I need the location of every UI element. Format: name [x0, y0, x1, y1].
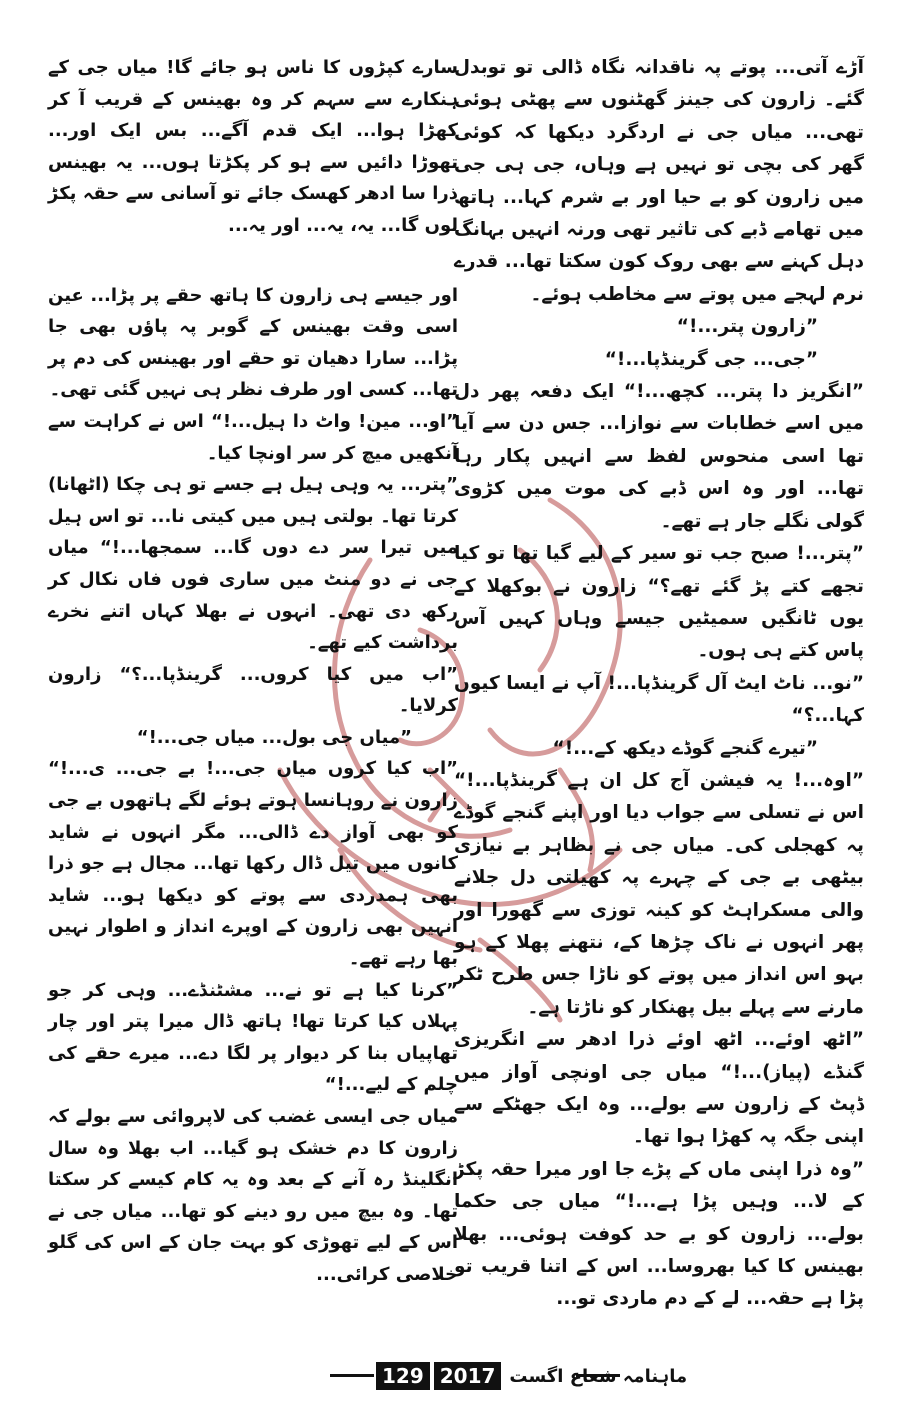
paragraph: ”جی... جی گرینڈپا...!“: [604, 348, 818, 370]
paragraph: ”اوہ...! یہ فیشن آج کل ان ہے گرینڈپا...!“ اس نے تسلی سے جواب دیا اور اپنے گنجے گوڈے پہ کھجلی کی۔ میاں جی نے بظاہر بے نیازی بیٹھی بے جی کے چہرے پہ کھیلتی دل جلانے والی مسکراہٹ کو کینہ توزی سے گھورا اور پھر انہوں نے ناک چڑھا کے، نتھنے پھلا کے ہو بہو اس انداز میں پوتے کو ناڑا جس طرح ٹکر مارنے سے پہلے بیل پھنکار کو ناڑتا ہے۔: [454, 769, 864, 1018]
paragraph: ”کرنا کیا ہے تو نے... مشٹنڈے... وہی کر جو پہلاں کیا کرتا تھا! ہاتھ ڈال میرا پتر اور چار تھاپیاں بنا کر دیوار پر لگا دے... میرے حقے کی چلم کے لیے...!“: [48, 979, 458, 1096]
right-column: [454, 52, 864, 1316]
paragraph: ”نو... ناٹ ایٹ آل گرینڈپا...! آپ نے ایسا کیوں کہا...؟“: [454, 672, 864, 727]
paragraph: ”انگریز دا پتر... کچھ...!“ ایک دفعہ پھر دل میں اسے خطابات سے نوازا... جس دن سے آیا تھا اسی منحوس لفظ سے انہیں پکار رہا تھا... اور وہ اس ڈبے کی موت میں کڑوی گولی نگلے جار ہے تھے۔: [454, 381, 864, 532]
issue-year: 2017: [434, 1362, 502, 1390]
paragraph: آڑے آتی... پوتے پہ ناقدانہ نگاہ ڈالی تو توبدل گئے۔ زارون کی جینز گھٹنوں سے پھٹی ہوئی تھی... میاں جی نے اردگرد دیکھا کہ کوئی گھر کی بچی تو نہیں ہے وہاں، جی ہی جی میں زارون کو بے حیا اور بے شرم کہا... ہاتھ میں تھامے ڈبے کی تاثیر تھی ورنہ انہیں بہانگ دہل کہنے سے بھی روک کون سکتا تھا... قدرے نرم لہجے میں پوتے سے مخاطب ہوئے۔: [454, 57, 864, 305]
page-number: 129: [376, 1362, 430, 1390]
paragraph: ”تیرے گنجے گوڈے دیکھ کے...!“: [552, 737, 818, 759]
paragraph: ”اب میں کیا کروں... گرینڈپا...؟“ زارون کرلایا۔: [48, 663, 458, 717]
footer-rule-left: [330, 1374, 374, 1377]
paragraph: ”پتر... یہ وہی ہیل ہے جسے تو ہی چکا (اٹھانا) کرتا تھا۔ بولتی ہیں میں کیتی نا... تو اس ہیل میں تیرا سر دے دوں گا... سمجھا...!“ میاں جی نے دو منٹ میں ساری فوں فاں نکال کر رکھ دی تھی۔ انہوں نے بھلا کہاں اتنے نخرے برداشت کیے تھے۔: [48, 474, 458, 654]
paragraph: ”او... مین! واٹ دا ہیل...!“ اس نے کراہت سے آنکھیں میچ کر سر اونچا کیا۔: [48, 410, 458, 464]
paragraph: ”اٹھ اوئے... اٹھ اوئے ذرا ادھر سے انگریزی گنڈے (پیاز)...!“ میاں جی اونچی آواز میں ڈپٹ کے زارون سے بولے... وہ ایک جھٹکے سے اپنی جگہ پہ کھڑا ہوا تھا۔: [454, 1029, 864, 1148]
paragraph: ”اب کیا کروں میاں جی...! بے جی... ی...!“ زارون نے روہانسا ہوتے ہوئے لگے ہاتھوں بے جی کو بھی آواز دے ڈالی... مگر انہوں نے شاید کانوں میں تیل ڈال رکھا تھا... مجال ہے جو ذرا بھی ہمدردی سے پوتے کو دیکھا ہو... شاید انہیں بھی زارون کے اوپرے انداز و اطوار نہیں بھا رہے تھے۔: [48, 758, 458, 970]
paragraph: ”زارون پتر...!“: [676, 316, 818, 338]
paragraph: ”پتر...! صبح جب تو سیر کے لیے گیا تھا تو کیا تجھے کتے پڑ گئے تھے؟“ زارون نے بوکھلا کے یوں ٹانگیں سمیٹیں جیسے وہاں کہیں آس پاس کتے ہی ہوں۔: [454, 543, 864, 662]
paragraph: میاں جی ایسی غضب کی لاپروائی سے بولے کہ زارون کا دم خشک ہو گیا... اب بھلا وہ سال انگلینڈ رہ آنے کے بعد وہ یہ کام کیسے کر سکتا تھا۔ وہ بیچ میں رو دینے کو تھا... میاں جی نے اس کے لیے تھوڑی کو بہت جان کے اس کی گلو خلاصی کرائی...: [48, 1106, 458, 1285]
page-footer: [330, 1358, 688, 1394]
paragraph: ”میاں جی بول... میاں جی...!“: [136, 726, 412, 748]
left-column: [48, 52, 458, 1291]
paragraph: ”وہ ذرا اپنی ماں کے پڑے جا اور میرا حقہ پکڑ کے لا... وہیں پڑا ہے...!“ میاں جی حکما بولے... زارون کو بے حد کوفت ہوئی... بھلا بھینس کا کیا بھروسا... اس کے اتنا قریب تو پڑا ہے حقہ... لے کے دم ماردی تو...: [454, 1158, 864, 1310]
paragraph: سارے کپڑوں کا ناس ہو جائے گا! میاں جی کے ہنکارے سے سہم کر وہ بھینس کے قریب آ کر کھڑا ہوا... ایک قدم آگے... بس ایک اور... تھوڑا دائیں سے ہو کر پکڑتا ہوں... یہ بھینس ذرا سا ادھر کھسک جائے تو آسانی سے حقہ پکڑ لوں گا... یہ، یہ... اور یہ...: [48, 57, 458, 236]
footer-label-box: [376, 1358, 695, 1394]
paragraph: اور جیسے ہی زارون کا ہاتھ حقے پر پڑا... عین اسی وقت بھینس کے گوبر پہ پاؤں بھی جا پڑا... سارا دھیان تو حقے اور بھینس کی دم پر تھا... کسی اور طرف نظر ہی نہیں گئی تھی۔: [48, 284, 458, 401]
magazine-title: ماہنامہ شعاع اگست: [509, 1365, 688, 1387]
